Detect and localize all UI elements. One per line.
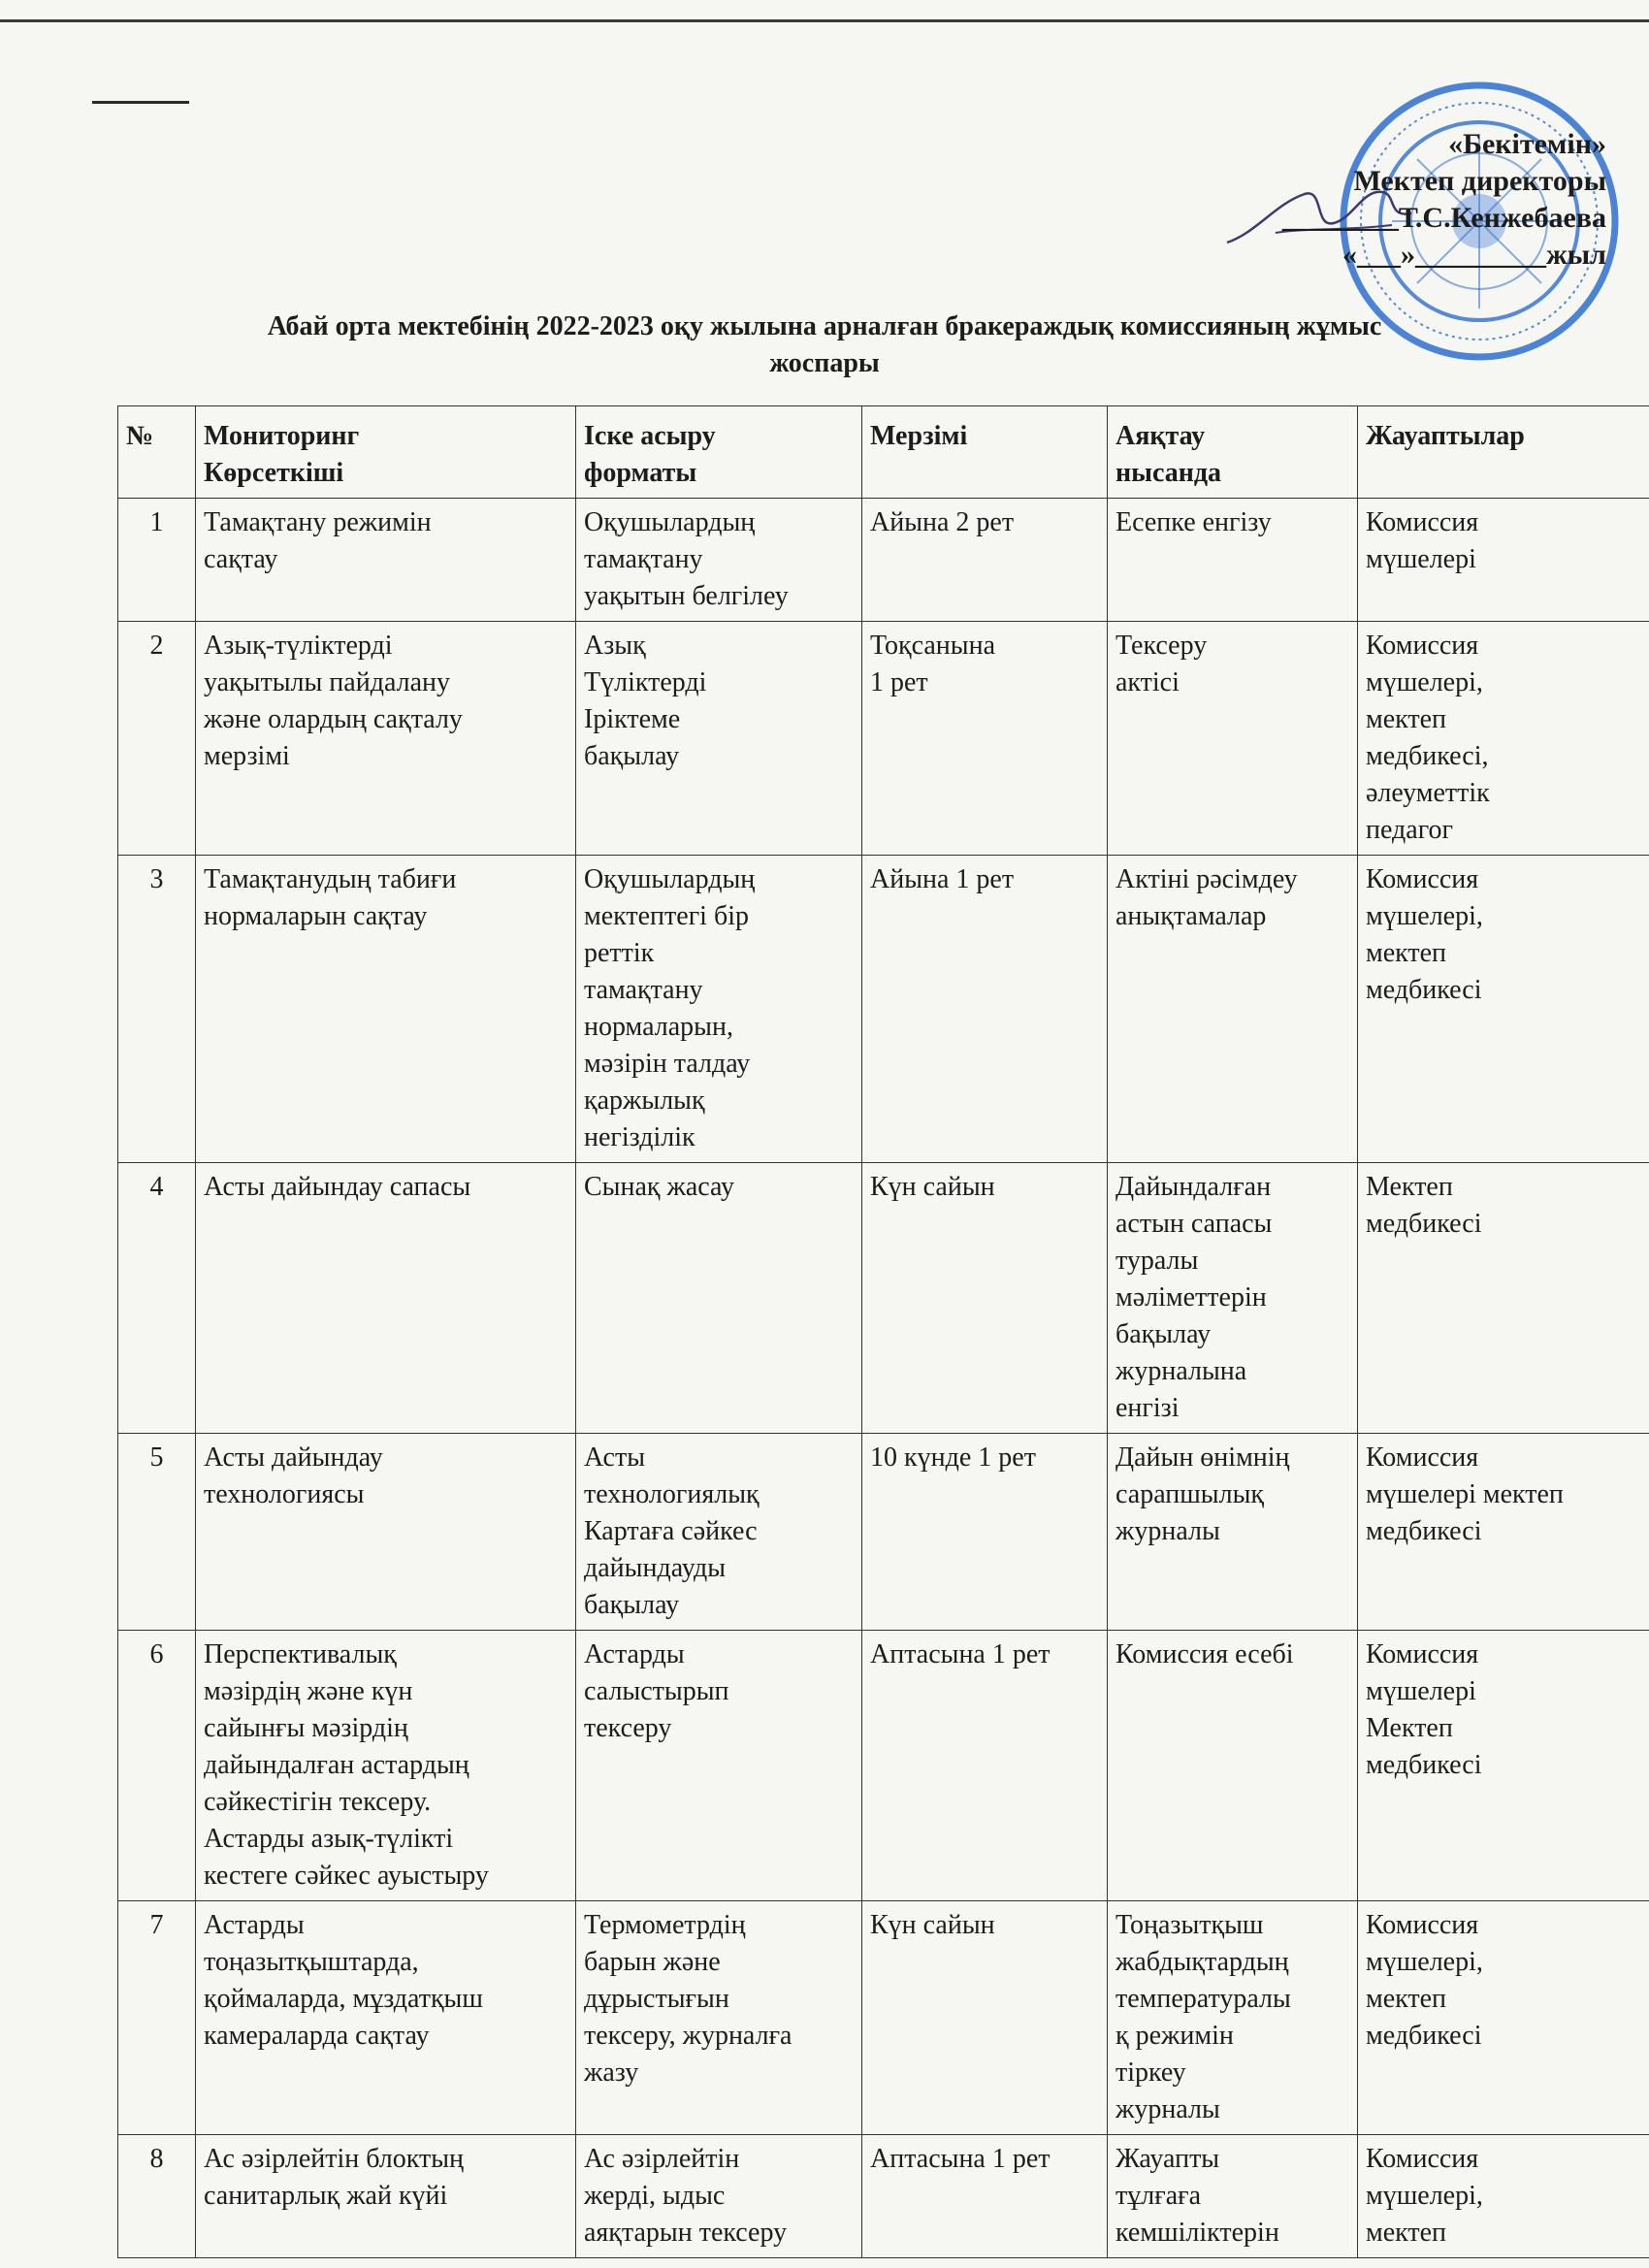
row-term: Аптасына 1 рет	[862, 2135, 1108, 2258]
row-term: Күн сайын	[862, 1163, 1108, 1434]
table-row	[118, 2135, 1649, 2258]
header-number: №	[118, 406, 196, 499]
row-format: Сынақ жасау	[576, 1163, 862, 1434]
row-number: 3	[118, 856, 196, 1163]
row-number: 1	[118, 499, 196, 622]
row-indicator: Тамақтанудың табиғи нормаларын сақтау	[196, 856, 576, 1163]
row-completion-form: Тоңазытқыш жабдықтардың температуралы қ режимін тіркеу журналы	[1108, 1901, 1358, 2135]
row-term: Айына 1 рет	[862, 856, 1108, 1163]
table-row	[118, 1631, 1649, 1901]
row-responsible: Комиссия мүшелері, мектеп медбикесі, әлеуметтік педагог	[1358, 622, 1649, 856]
row-format: Асты технологиялық Картаға сәйкес дайындауды бақылау	[576, 1434, 862, 1631]
row-number: 6	[118, 1631, 196, 1901]
row-indicator: Ас әзірлейтін блоктың санитарлық жай күйі	[196, 2135, 576, 2258]
row-responsible: Мектеп медбикесі	[1358, 1163, 1649, 1434]
approval-date: «___»_________жыл	[1342, 239, 1606, 271]
row-responsible: Комиссия мүшелері, мектеп	[1358, 2135, 1649, 2258]
row-format: Термометрдің барын және дұрыстығын тексеру, журналға жазу	[576, 1901, 862, 2135]
table-row	[118, 622, 1649, 856]
row-responsible: Комиссия мүшелері мектеп медбикесі	[1358, 1434, 1649, 1631]
scan-dash-mark	[92, 101, 189, 104]
row-indicator: Астарды тоңазытқыштарда, қоймаларда, мұздатқыш камераларда сақтау	[196, 1901, 576, 2135]
approval-block	[1199, 126, 1606, 274]
table-row	[118, 1434, 1649, 1631]
row-number: 4	[118, 1163, 196, 1434]
table-header-row	[118, 406, 1649, 499]
header-format: Іске асыру форматы	[576, 406, 862, 499]
row-completion-form: Дайын өнімнің сарапшылық журналы	[1108, 1434, 1358, 1631]
row-responsible: Комиссия мүшелері	[1358, 499, 1649, 622]
row-indicator: Азық-түліктерді уақытылы пайдалану және олардың сақталу мерзімі	[196, 622, 576, 856]
row-indicator: Асты дайындау технологиясы	[196, 1434, 576, 1631]
row-format: Азық Түліктерді Іріктеме бақылау	[576, 622, 862, 856]
approval-signatory: ________Т.С.Кенжебаева	[1281, 202, 1606, 234]
row-completion-form: Жауапты тұлғаға кемшіліктерін	[1108, 2135, 1358, 2258]
row-format: Ас әзірлейтін жерді, ыдыс аяқтарын тексеру	[576, 2135, 862, 2258]
row-completion-form: Дайындалған астын сапасы туралы мәліметтерін бақылау журналына енгізі	[1108, 1163, 1358, 1434]
row-term: Айына 2 рет	[862, 499, 1108, 622]
row-number: 7	[118, 1901, 196, 2135]
row-term: Күн сайын	[862, 1901, 1108, 2135]
table-row	[118, 1163, 1649, 1434]
header-responsible: Жауаптылар	[1358, 406, 1649, 499]
row-term: Аптасына 1 рет	[862, 1631, 1108, 1901]
table-row	[118, 1901, 1649, 2135]
row-term: Тоқсанына 1 рет	[862, 622, 1108, 856]
row-responsible: Комиссия мүшелері, мектеп медбикесі	[1358, 856, 1649, 1163]
header-completion-form: Аяқтау нысанда	[1108, 406, 1358, 499]
row-indicator: Асты дайындау сапасы	[196, 1163, 576, 1434]
row-completion-form: Комиссия есебі	[1108, 1631, 1358, 1901]
header-indicator: Мониторинг Көрсеткіші	[196, 406, 576, 499]
approval-heading: «Бекітемін»	[1448, 128, 1606, 160]
row-format: Оқушылардың тамақтану уақытын белгілеу	[576, 499, 862, 622]
document-title	[146, 308, 1504, 382]
row-format: Оқушылардың мектептегі бір реттік тамақтану нормаларын, мәзірін талдау қаржылық негізділік	[576, 856, 862, 1163]
row-term: 10 күнде 1 рет	[862, 1434, 1108, 1631]
row-format: Астарды салыстырып тексеру	[576, 1631, 862, 1901]
plan-table	[117, 405, 1649, 2258]
row-indicator: Тамақтану режимін сақтау	[196, 499, 576, 622]
title-line-1: Абай орта мектебінің 2022-2023 оқу жылына арналған бракераждық комиссияның жұмыс	[267, 311, 1382, 341]
row-responsible: Комиссия мүшелері Мектеп медбикесі	[1358, 1631, 1649, 1901]
table-row	[118, 856, 1649, 1163]
row-completion-form: Есепке енгізу	[1108, 499, 1358, 622]
title-line-2: жоспары	[769, 348, 880, 378]
row-number: 5	[118, 1434, 196, 1631]
row-number: 2	[118, 622, 196, 856]
row-indicator: Перспективалық мәзірдің және күн сайынғы мәзірдің дайындалған астардың сәйкестігін тексеру. Астарды азық-түлікті кестеге сәйкес ауыстыру	[196, 1631, 576, 1901]
scan-border-line	[0, 19, 1649, 22]
row-number: 8	[118, 2135, 196, 2258]
table-row	[118, 499, 1649, 622]
row-completion-form: Тексеру актісі	[1108, 622, 1358, 856]
header-term: Мерзімі	[862, 406, 1108, 499]
approval-position: Мектеп директоры	[1353, 165, 1606, 197]
row-responsible: Комиссия мүшелері, мектеп медбикесі	[1358, 1901, 1649, 2135]
row-completion-form: Актіні рәсімдеу анықтамалар	[1108, 856, 1358, 1163]
